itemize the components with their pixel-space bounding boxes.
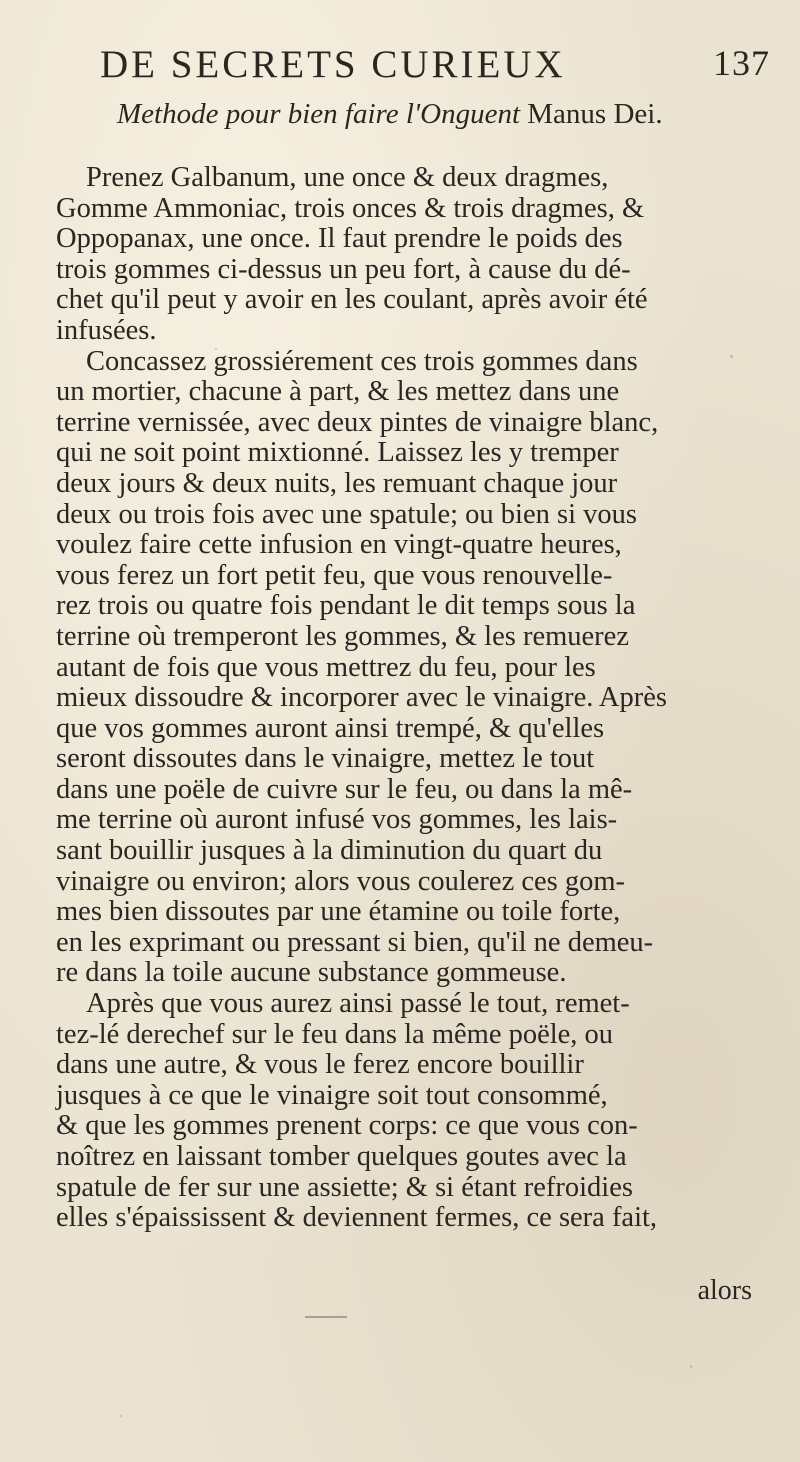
text-line: trois gommes ci-dessus un peu fort, à cause du dé-	[56, 253, 631, 285]
text-line: & que les gommes prenent corps: ce que vous con-	[56, 1110, 638, 1142]
page-number: 137	[713, 43, 770, 83]
text-line: Concassez grossiérement ces trois gommes dans	[86, 345, 638, 377]
text-line: elles s'épaississent & deviennent fermes, ce sera fait,	[56, 1202, 658, 1234]
text-line: infusées.	[56, 314, 157, 346]
text-line: sant bouillir jusques à la diminution du quart du	[56, 835, 603, 867]
catchword-row	[698, 1275, 752, 1307]
recipe-title-italic: Methode pour bien faire l'Onguent	[117, 98, 520, 130]
text-line: vous ferez un fort petit feu, que vous renouvelle-	[56, 559, 613, 591]
text-line: Oppopanax, une once. Il faut prendre le poids des	[56, 223, 623, 255]
text-line: seront dissoutes dans le vinaigre, mettez le tout	[56, 743, 595, 775]
paper-speck	[730, 355, 733, 358]
text-line: que vos gommes auront ainsi trempé, & qu'elles	[56, 712, 605, 744]
text-line: en les exprimant ou pressant si bien, qu'il ne demeu-	[56, 926, 654, 958]
text-line: vinaigre ou environ; alors vous coulerez ces gom-	[56, 865, 626, 897]
paper-speck	[215, 348, 217, 350]
recipe-title-roman: Manus Dei.	[527, 98, 663, 130]
text-line: re dans la toile aucune substance gommeuse.	[56, 957, 567, 989]
paper-speck	[120, 1415, 122, 1417]
text-line: mieux dissoudre & incorporer avec le vinaigre. Après	[56, 682, 667, 714]
text-line: jusques à ce que le vinaigre soit tout consommé,	[56, 1079, 608, 1111]
page-header	[100, 42, 770, 92]
text-line: deux ou trois fois avec une spatule; ou bien si vous	[56, 498, 637, 530]
text-line: terrine où tremperont les gommes, & les remuerez	[56, 620, 629, 652]
text-line: mes bien dissoutes par une étamine ou toile forte,	[56, 896, 621, 928]
text-line: deux jours & deux nuits, les remuant chaque jour	[56, 467, 618, 499]
text-line: me terrine où auront infusé vos gommes, les lais-	[56, 804, 618, 836]
text-line: terrine vernissée, avec deux pintes de vinaigre blanc,	[56, 406, 659, 438]
text-line: spatule de fer sur une assiette; & si étant refroidies	[56, 1171, 633, 1203]
catchword: alors	[697, 1275, 752, 1306]
running-head: DE SECRETS CURIEUX	[100, 43, 566, 86]
text-line: qui ne soit point mixtionné. Laissez les y tremper	[56, 437, 619, 469]
text-line: Après que vous aurez ainsi passé le tout, remet-	[86, 988, 630, 1020]
text-line: un mortier, chacune à part, & les mettez dans une	[56, 376, 620, 408]
paper-speck	[690, 1365, 692, 1368]
printer-rule	[305, 1316, 347, 1318]
text-line: tez-lé derechef sur le feu dans la même poële, ou	[56, 1018, 614, 1050]
text-line: voulez faire cette infusion en vingt-quatre heures,	[56, 529, 622, 561]
body-text	[56, 163, 776, 1234]
text-line: dans une autre, & vous le ferez encore bouillir	[56, 1049, 584, 1081]
text-line: Gomme Ammoniac, trois onces & trois dragmes, &	[56, 192, 645, 224]
text-line: dans une poële de cuivre sur le feu, ou dans la mê-	[56, 773, 633, 805]
text-line: Prenez Galbanum, une once & deux dragmes,	[86, 162, 609, 193]
text-line: chet qu'il peut y avoir en les coulant, après avoir été	[56, 284, 648, 316]
recipe-title	[117, 98, 770, 131]
text-line: rez trois ou quatre fois pendant le dit temps sous la	[56, 590, 636, 622]
text-line: noîtrez en laissant tomber quelques goutes avec la	[56, 1141, 627, 1172]
text-line: autant de fois que vous mettrez du feu, pour les	[56, 651, 596, 683]
